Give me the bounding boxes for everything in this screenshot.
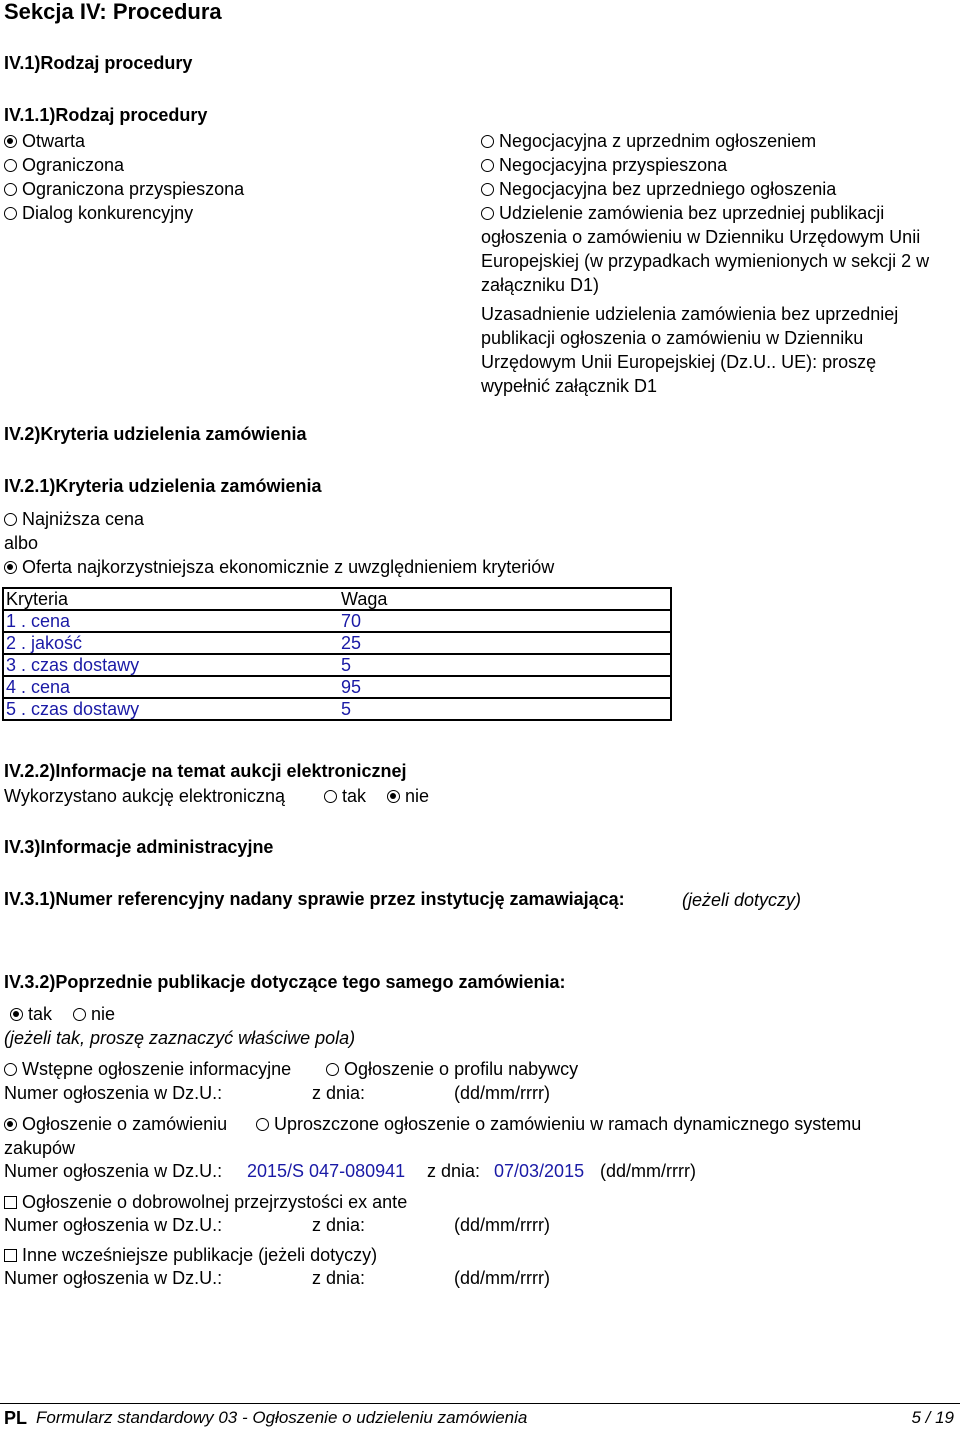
pin-date-format: (dd/mm/rrrr) <box>454 1083 550 1103</box>
criterion-weight: 25 <box>339 632 671 654</box>
prev-note: (jeżeli tak, proszę zaznaczyć właściwe pola) <box>4 1028 356 1048</box>
other-publications-checkbox[interactable]: Inne wcześniejsze publikacje (jeżeli dotyczy) <box>4 1243 377 1267</box>
auction-label: Wykorzystano aukcję elektroniczną <box>4 786 285 806</box>
criterion-num: 3 . <box>6 655 27 675</box>
iv2-2-heading: IV.2.2)Informacje na temat aukcji elektronicznej <box>4 761 407 781</box>
criterion-num: 4 . <box>6 677 27 697</box>
ex-ante-date-format: (dd/mm/rrrr) <box>454 1215 550 1235</box>
radio-unchecked-icon <box>481 135 494 148</box>
criterion-weight: 70 <box>339 610 671 632</box>
contract-notice-radio[interactable]: Ogłoszenie o zamówieniu <box>4 1112 227 1136</box>
ex-ante-date-label: z dnia: <box>312 1215 366 1235</box>
criterion-name: jakość <box>31 633 83 653</box>
procedure-option-negotiated-no-prior[interactable]: Negocjacyjna bez uprzedniego ogłoszenia <box>481 177 836 201</box>
iv3-heading: IV.3)Informacje administracyjne <box>4 837 274 857</box>
iv1-heading: IV.1)Rodzaj procedury <box>4 53 193 73</box>
criterion-name: czas dostawy <box>31 699 140 719</box>
procedure-option-restricted[interactable]: Ograniczona <box>4 153 124 177</box>
criteria-table <box>2 587 672 721</box>
criterion-weight: 5 <box>339 654 671 676</box>
criterion-num: 1 . <box>6 611 27 631</box>
table-row <box>3 676 671 698</box>
criteria-header-weight: Waga <box>339 588 671 610</box>
pin-number-label: Numer ogłoszenia w Dz.U.: <box>4 1083 223 1103</box>
buyer-profile-radio[interactable]: Ogłoszenie o profilu nabywcy <box>326 1057 578 1081</box>
radio-checked-icon <box>4 135 17 148</box>
criterion-num: 5 . <box>6 699 27 719</box>
radio-unchecked-icon <box>481 207 494 220</box>
pin-radio[interactable]: Wstępne ogłoszenie informacyjne <box>4 1057 291 1081</box>
contract-notice-number-value: 2015/S 047-080941 <box>247 1161 406 1181</box>
ref-note: (jeżeli dotyczy) <box>682 890 802 910</box>
criteria-option-lowest-price[interactable]: Najniższa cena <box>4 507 144 531</box>
criterion-weight: 5 <box>339 698 671 720</box>
radio-unchecked-icon <box>4 183 17 196</box>
radio-unchecked-icon <box>326 1063 339 1076</box>
criterion-name: czas dostawy <box>31 655 140 675</box>
radio-unchecked-icon <box>4 159 17 172</box>
radio-checked-icon <box>387 790 400 803</box>
other-date-label: z dnia: <box>312 1268 366 1288</box>
criterion-weight: 95 <box>339 676 671 698</box>
contract-notice-date-format: (dd/mm/rrrr) <box>600 1161 696 1181</box>
iv3-1-heading: IV.3.1)Numer referencyjny nadany sprawie przez instytucję zamawiającą: <box>4 889 625 909</box>
pin-date-label: z dnia: <box>312 1083 366 1103</box>
section-title: Sekcja IV: Procedura <box>4 0 222 24</box>
footer-divider <box>0 1403 960 1404</box>
auction-no-radio[interactable]: nie <box>387 784 429 808</box>
radio-unchecked-icon <box>4 513 17 526</box>
criterion-name: cena <box>31 677 71 697</box>
contract-notice-date-label: z dnia: <box>427 1161 481 1181</box>
iv3-2-heading: IV.3.2)Poprzednie publikacje dotyczące tego samego zamówienia: <box>4 972 566 992</box>
radio-checked-icon <box>4 561 17 574</box>
criterion-name: cena <box>31 611 71 631</box>
checkbox-icon <box>4 1249 17 1262</box>
radio-unchecked-icon <box>4 1063 17 1076</box>
criteria-option-mea[interactable]: Oferta najkorzystniejsza ekonomicznie z uwzględnieniem kryteriów <box>4 555 554 579</box>
auction-yes-radio[interactable]: tak <box>324 784 366 808</box>
radio-unchecked-icon <box>4 207 17 220</box>
radio-unchecked-icon <box>324 790 337 803</box>
other-number-label: Numer ogłoszenia w Dz.U.: <box>4 1268 223 1288</box>
criteria-header-name: Kryteria <box>3 588 339 610</box>
radio-unchecked-icon <box>73 1008 86 1021</box>
iv2-1-heading: IV.2.1)Kryteria udzielenia zamówienia <box>4 476 322 496</box>
albo-text: albo <box>4 533 39 553</box>
contract-notice-number-label: Numer ogłoszenia w Dz.U.: <box>4 1161 223 1181</box>
criterion-num: 2 . <box>6 633 27 653</box>
table-row <box>3 610 671 632</box>
footer-page-number: 5 / 19 <box>911 1408 954 1427</box>
justification-text: Uzasadnienie udzielenia zamówienia bez uprzedniej publikacji ogłoszenia o zamówieniu w Dzienniku Urzędowym Unii Europejskiej (Dz.U.. UE): proszę wypełnić załącznik D1 <box>481 304 899 396</box>
contract-notice-date-value: 07/03/2015 <box>494 1161 585 1181</box>
iv1-1-heading: IV.1.1)Rodzaj procedury <box>4 105 208 125</box>
procedure-option-negotiated-prior[interactable]: Negocjacyjna z uprzednim ogłoszeniem <box>481 129 816 153</box>
radio-unchecked-icon <box>481 159 494 172</box>
prev-no-radio[interactable]: nie <box>73 1002 115 1026</box>
other-date-format: (dd/mm/rrrr) <box>454 1268 550 1288</box>
iv2-heading: IV.2)Kryteria udzielenia zamówienia <box>4 424 307 444</box>
footer-language: PL <box>4 1408 28 1428</box>
radio-unchecked-icon <box>481 183 494 196</box>
radio-checked-icon <box>10 1008 23 1021</box>
footer-form-title: Formularz standardowy 03 - Ogłoszenie o udzieleniu zamówienia <box>36 1408 528 1427</box>
checkbox-icon <box>4 1196 17 1209</box>
radio-unchecked-icon <box>256 1118 269 1131</box>
procedure-option-open[interactable]: Otwarta <box>4 129 85 153</box>
ex-ante-checkbox[interactable]: Ogłoszenie o dobrowolnej przejrzystości ex ante <box>4 1190 407 1214</box>
ex-ante-number-label: Numer ogłoszenia w Dz.U.: <box>4 1215 223 1235</box>
table-row <box>3 632 671 654</box>
procedure-option-negotiated-accelerated[interactable]: Negocjacyjna przyspieszona <box>481 153 727 177</box>
procedure-option-award-without-publication[interactable]: Udzielenie zamówienia bez uprzedniej publikacji ogłoszenia o zamówieniu w Dzienniku Urzędowym Unii Europejskiej (w przypadkach wymienionych w sekcji 2 w załączniku D1) <box>481 203 930 295</box>
simplified-notice-radio[interactable]: Uproszczone ogłoszenie o zamówieniu w ramach dynamicznego systemu zakupów <box>4 1114 862 1158</box>
prev-yes-radio[interactable]: tak <box>10 1002 52 1026</box>
procedure-option-competitive-dialogue[interactable]: Dialog konkurencyjny <box>4 201 193 225</box>
table-row <box>3 698 671 720</box>
procedure-option-restricted-accelerated[interactable]: Ograniczona przyspieszona <box>4 177 244 201</box>
table-row <box>3 654 671 676</box>
criteria-header-row <box>3 588 671 610</box>
